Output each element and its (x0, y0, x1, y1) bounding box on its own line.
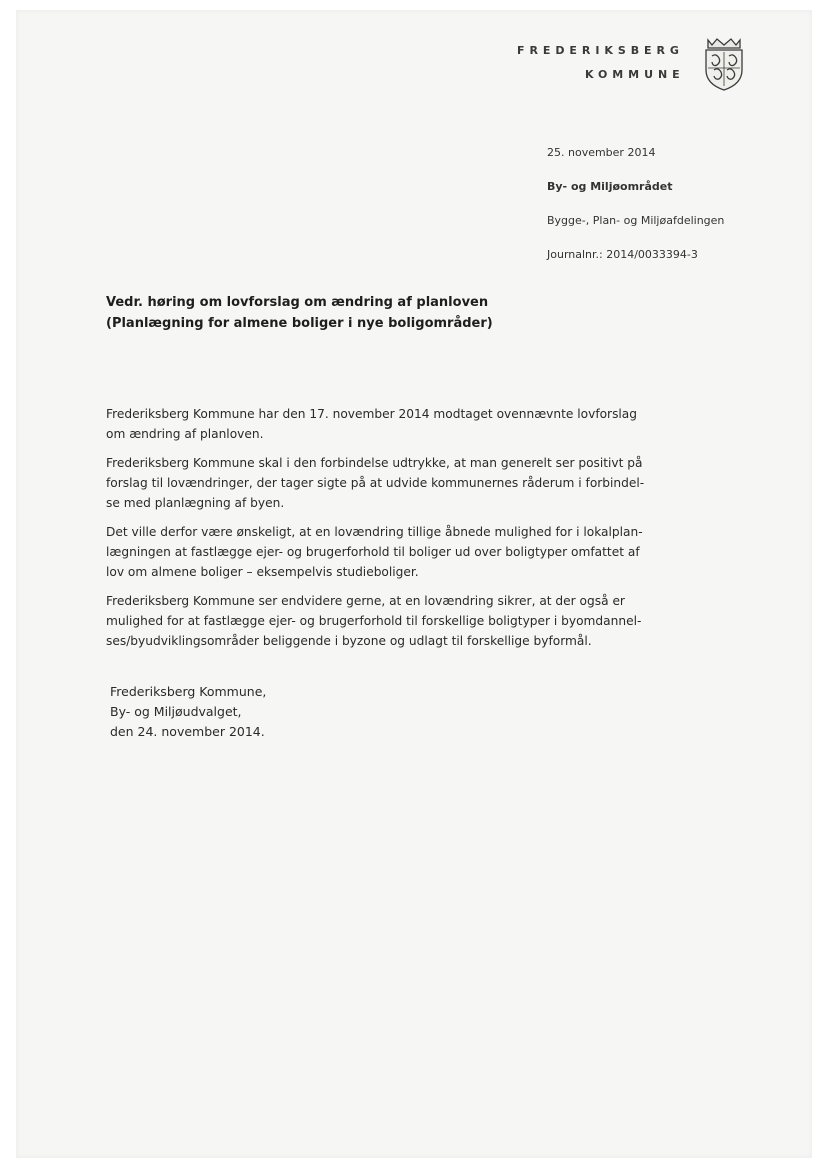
signature-line-1: Frederiksberg Kommune, (110, 684, 267, 699)
paragraph-line: forslag til lovændringer, der tager sigte på at udvide kommunernes råderum i forbindel- (106, 476, 645, 490)
paragraph-line: ses/byudviklingsområder beliggende i byzone og udlagt til forskellige byformål. (106, 634, 592, 648)
subject-line-1: Vedr. høring om lovforslag om ændring af planloven (106, 295, 489, 310)
paragraph-line: Det ville derfor være ønskeligt, at en lovændring tillige åbnede mulighed for i lokalplan- (106, 525, 643, 539)
department-name: By- og Miljøområdet (547, 180, 673, 193)
paragraph-2 (106, 453, 694, 513)
subject-heading (106, 292, 493, 334)
coat-of-arms-icon (702, 36, 746, 92)
paragraph-4 (106, 591, 694, 651)
journal-number: Journalnr.: 2014/0033394-3 (547, 248, 698, 261)
letter-date: 25. november 2014 (547, 146, 656, 159)
paragraph-line: se med planlægning af byen. (106, 496, 285, 510)
paragraph-line: om ændring af planloven. (106, 427, 264, 441)
paragraph-line: lov om almene boliger – eksempelvis studieboliger. (106, 565, 419, 579)
paragraph-line: mulighed for at fastlægge ejer- og brugerforhold til forskellige boligtyper i byomdannel- (106, 614, 642, 628)
unit-name: Bygge-, Plan- og Miljøafdelingen (547, 214, 725, 227)
org-name-line2: KOMMUNE (585, 68, 685, 81)
signature-line-2: By- og Miljøudvalget, (110, 704, 242, 719)
paragraph-line: Frederiksberg Kommune ser endvidere gerne, at en lovændring sikrer, at der også er (106, 594, 625, 608)
paragraph-1 (106, 404, 694, 444)
paragraph-3 (106, 522, 694, 582)
paragraph-line: Frederiksberg Kommune har den 17. november 2014 modtaget ovennævnte lovforslag (106, 407, 638, 421)
paragraph-line: lægningen at fastlægge ejer- og brugerforhold til boliger ud over boligtyper omfattet af (106, 545, 640, 559)
subject-line-2: (Planlægning for almene boliger i nye boligområder) (106, 316, 493, 331)
signature-line-3: den 24. november 2014. (110, 724, 265, 739)
org-name-line1: FREDERIKSBERG (517, 44, 684, 57)
letter-page (16, 10, 812, 1158)
paragraph-line: Frederiksberg Kommune skal i den forbindelse udtrykke, at man generelt ser positivt på (106, 456, 643, 470)
signature-block (110, 682, 266, 742)
